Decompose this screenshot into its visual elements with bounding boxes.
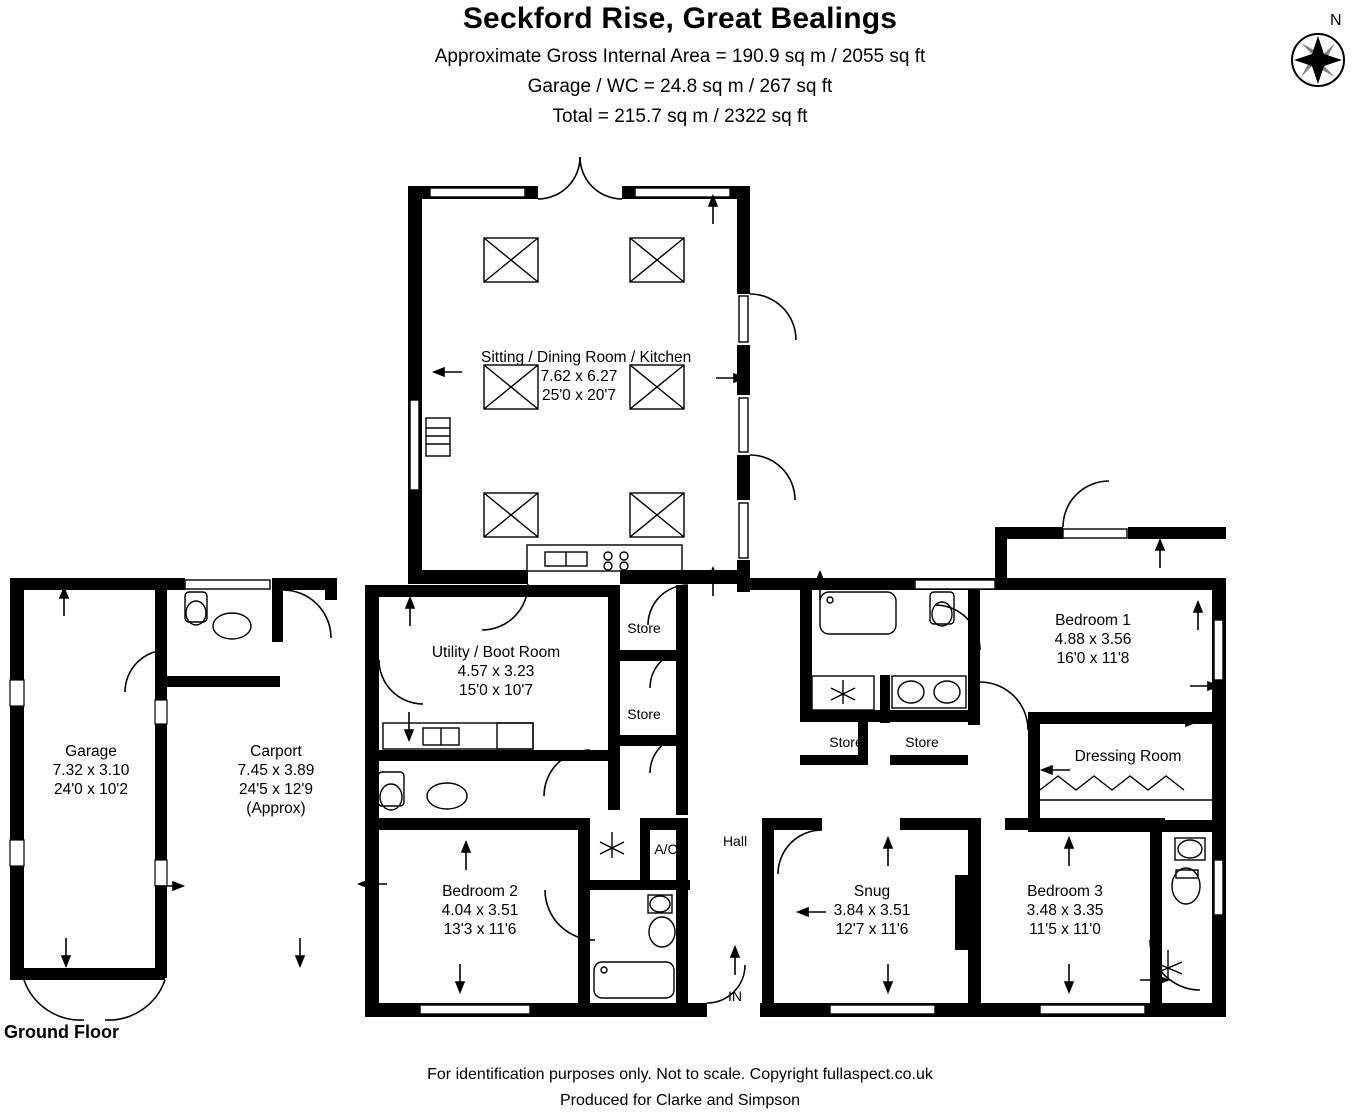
room-metric: 4.04 x 3.51 bbox=[441, 902, 519, 919]
room-label-ac: A/C bbox=[654, 841, 678, 857]
room-imperial: 16'0 x 11'8 bbox=[1056, 650, 1130, 667]
room-name: Bedroom 1 bbox=[1055, 612, 1131, 629]
footer-produced-for: Produced for Clarke and Simpson bbox=[559, 1092, 801, 1109]
room-name: Utility / Boot Room bbox=[431, 644, 561, 661]
room-label-bedroom-1 bbox=[1000, 611, 1186, 668]
room-label-hall: Hall bbox=[722, 833, 748, 849]
footer-disclaimer: For identification purposes only. Not to scale. Copyright fullaspect.co.uk bbox=[427, 1066, 933, 1083]
area-gross-internal: Approximate Gross Internal Area = 190.9 sq m / 2055 sq ft bbox=[434, 46, 926, 67]
entrance-label: IN bbox=[728, 988, 742, 1004]
room-imperial: 11'5 x 11'0 bbox=[1029, 921, 1101, 938]
room-label-carport bbox=[186, 742, 366, 818]
compass-north-label: N bbox=[1330, 12, 1342, 29]
area-total: Total = 215.7 sq m / 2322 sq ft bbox=[552, 106, 808, 127]
compass-rose-icon bbox=[1292, 34, 1344, 86]
room-label-bedroom-3 bbox=[975, 882, 1155, 939]
room-metric: 7.32 x 3.10 bbox=[52, 762, 130, 779]
room-name: Carport bbox=[250, 743, 302, 760]
room-imperial: 24'5 x 12'9 bbox=[238, 781, 313, 798]
page-title: Seckford Rise, Great Bealings bbox=[462, 2, 898, 35]
room-name: Bedroom 3 bbox=[1027, 883, 1103, 900]
room-label-store-3: Store bbox=[829, 734, 863, 750]
room-label-utility-boot-room bbox=[398, 643, 594, 700]
room-label-store-2: Store bbox=[627, 706, 661, 722]
room-metric: 4.88 x 3.56 bbox=[1054, 631, 1132, 648]
room-label-garage bbox=[0, 742, 182, 799]
room-imperial: 25'0 x 20'7 bbox=[541, 387, 616, 404]
room-name: Snug bbox=[853, 883, 891, 900]
room-metric: 7.45 x 3.89 bbox=[237, 762, 315, 779]
room-imperial: 12'7 x 11'6 bbox=[835, 921, 909, 938]
room-imperial: 24'0 x 10'2 bbox=[53, 781, 128, 798]
room-imperial: 15'0 x 10'7 bbox=[458, 682, 533, 699]
room-metric: 4.57 x 3.23 bbox=[457, 663, 535, 680]
room-label-store-4: Store bbox=[905, 734, 939, 750]
room-imperial: 13'3 x 11'6 bbox=[443, 921, 517, 938]
room-label-bedroom-2 bbox=[390, 882, 570, 939]
room-note: (Approx) bbox=[246, 800, 306, 817]
room-metric: 3.84 x 3.51 bbox=[833, 902, 911, 919]
room-name: Garage bbox=[65, 743, 117, 760]
room-name: Sitting / Dining Room / Kitchen bbox=[481, 349, 692, 366]
floor-label: Ground Floor bbox=[4, 1022, 119, 1042]
area-garage-wc: Garage / WC = 24.8 sq m / 267 sq ft bbox=[527, 76, 833, 97]
room-label-store-1: Store bbox=[627, 620, 661, 636]
room-label-sitting-dining-kitchen bbox=[481, 348, 692, 405]
room-name: Bedroom 2 bbox=[442, 883, 518, 900]
room-metric: 7.62 x 6.27 bbox=[540, 368, 618, 385]
room-label-dressing-room bbox=[1040, 747, 1216, 766]
room-label-snug bbox=[787, 882, 957, 939]
room-name: Dressing Room bbox=[1074, 748, 1182, 765]
room-metric: 3.48 x 3.35 bbox=[1026, 902, 1104, 919]
